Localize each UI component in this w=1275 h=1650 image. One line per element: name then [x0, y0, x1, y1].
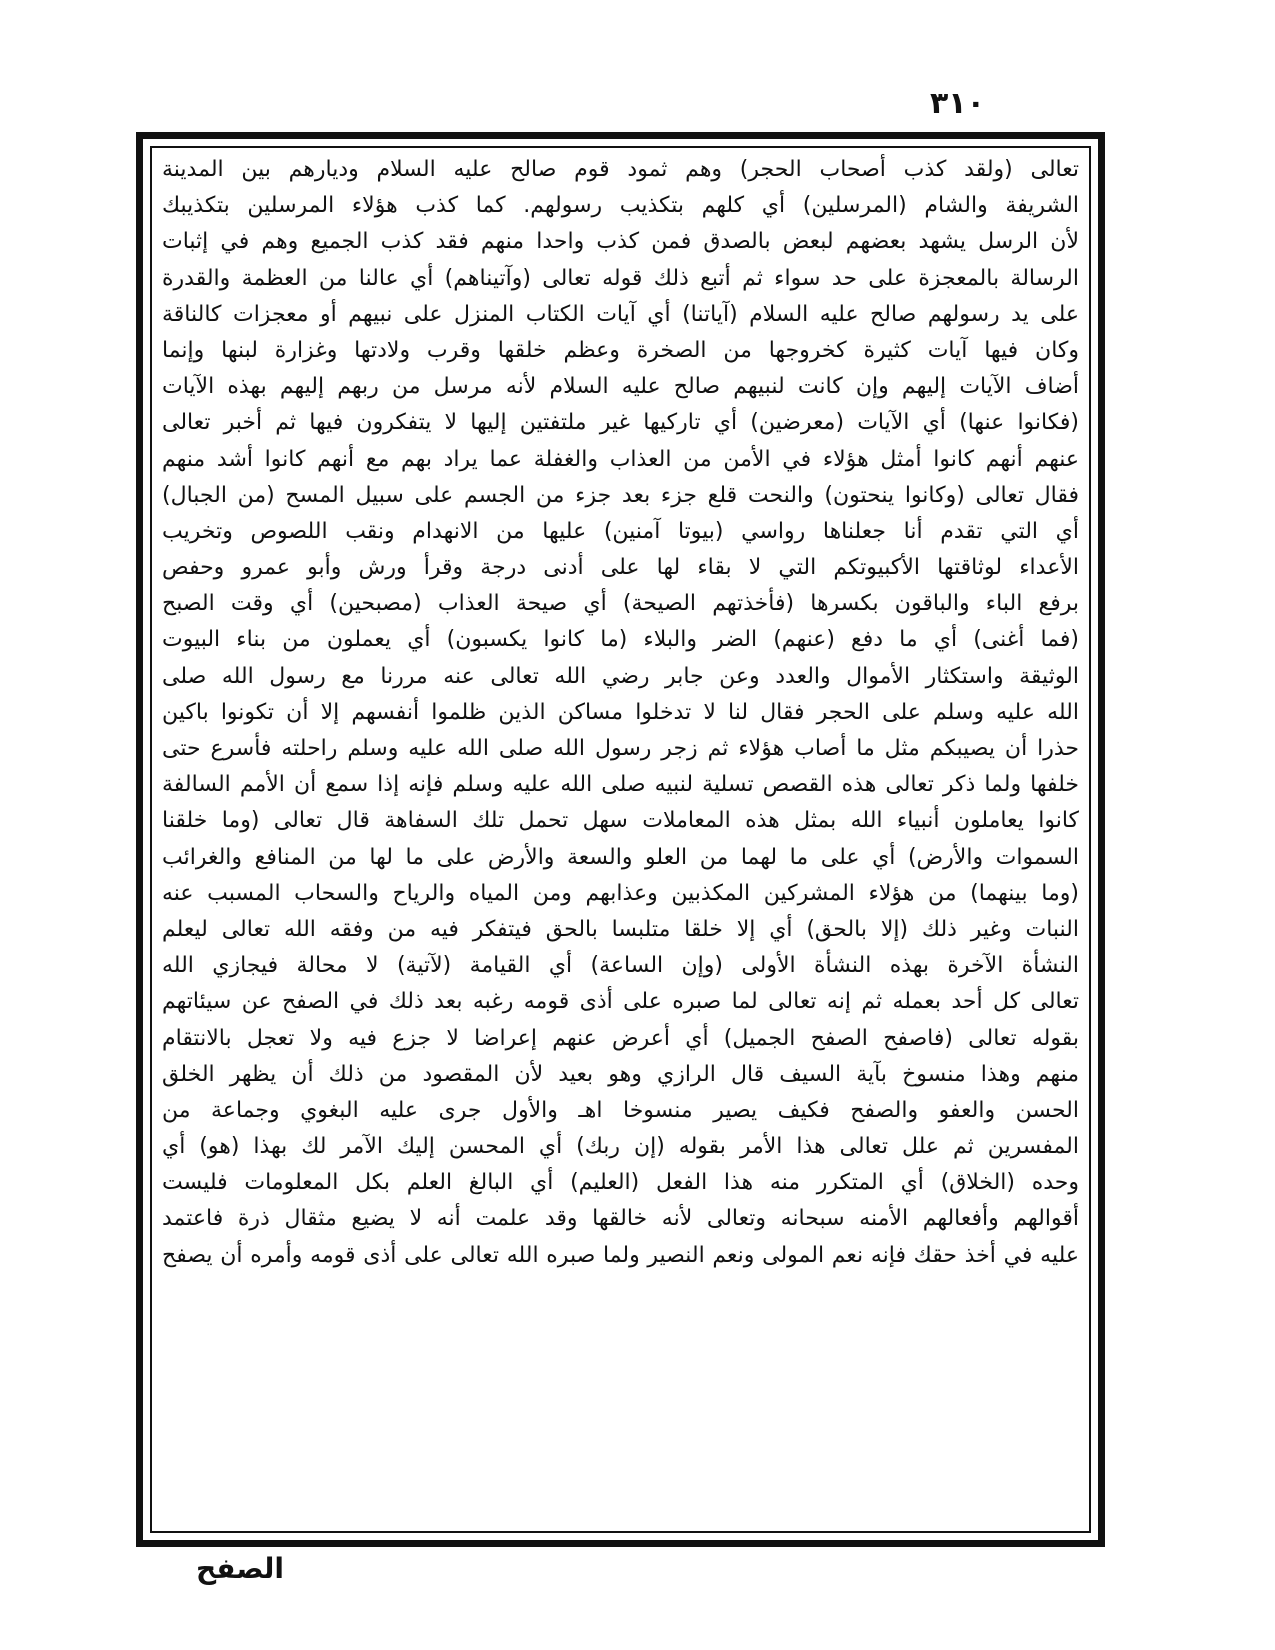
text-line: وحده (الخلاق) أي المتكرر منه هذا الفعل (العليم) أي البالغ العلم بكل المعلومات فليست — [162, 1170, 1079, 1196]
text-line: على يد رسولهم صالح عليه السلام (آياتنا) أي آيات الكتاب المنزل على نبيهم أو معجزات كالناقة — [162, 301, 1079, 327]
main-text-block — [162, 152, 1079, 1528]
text-line: الأعداء لوثاقتها الأكبيوتكم التي لا بقاء لها على أدنى درجة وقرأ ورش وأبو عمرو وحفص — [162, 555, 1079, 581]
text-line: الله عليه وسلم على الحجر فقال لنا لا تدخلوا مساكن الذين ظلموا أنفسهم إلا أن تكونوا باكين — [162, 699, 1079, 725]
text-line: (فكانوا عنها) أي الآيات (معرضين) أي تاركيها غير ملتفتين إليها لا يتفكرون فيها ثم أخبر تعالى — [162, 410, 1079, 436]
text-line: أي التي تقدم أنا جعلناها رواسي (بيوتا آمنين) عليها من الانهدام ونقب اللصوص وتخريب — [162, 518, 1079, 544]
text-line: فقال تعالى (وكانوا ينحتون) والنحت قلع جزء بعد جزء من الجسم على سبيل المسح (من الجبال) — [162, 482, 1079, 508]
text-line: حذرا أن يصيبكم مثل ما أصاب هؤلاء ثم زجر رسول الله صلى الله عليه وسلم راحلته فأسرع حتى — [162, 736, 1079, 761]
text-line: تعالى كل أحد بعمله ثم إنه تعالى لما صبره على أذى قومه رغبه بعد ذلك في الصفح عن سيئاتهم — [162, 989, 1079, 1015]
text-line: وكان فيها آيات كثيرة كخروجها من الصخرة وعظم خلقها وقرب ولادتها وغزارة لبنها وإنما — [162, 337, 1079, 363]
text-line: الشريفة والشام (المرسلين) أي كلهم بتكذيب رسولهم. كما كذب هؤلاء المرسلين بتكذيبك — [162, 193, 1079, 219]
text-line: الرسالة بالمعجزة على حد سواء ثم أتبع ذلك قوله تعالى (وآتيناهم) أي عالنا من العظمة والقدرة — [162, 265, 1079, 291]
text-line: خلفها ولما ذكر تعالى هذه القصص تسلية لنبيه صلى الله عليه وسلم فإنه إذا سمع أن الأمم السالفة — [162, 772, 1079, 798]
text-line: السموات والأرض) أي على ما لهما من العلو والسعة والأرض على ما لها من المنافع والغرائب — [162, 844, 1079, 870]
page-number: ٣١٠ — [930, 86, 985, 121]
text-line: برفع الباء والباقون بكسرها (فأخذتهم الصيحة) أي صيحة العذاب (مصبحين) أي وقت الصبح — [162, 591, 1079, 617]
text-line: المفسرين ثم علل تعالى هذا الأمر بقوله (إن ربك) أي المحسن إليك الآمر لك بهذا (هو) أي — [162, 1134, 1079, 1160]
text-line: عنهم أنهم كانوا أمثل هؤلاء في الأمن من العذاب والغفلة عما يراد بهم مع أنهم كانوا أشد منهم — [162, 446, 1079, 472]
text-line: الحسن والعفو والصفح فكيف يصير منسوخا اهـ والأول جرى عليه البغوي وجماعة من — [162, 1097, 1079, 1123]
text-line: الوثيقة واستكثار الأموال والعدد وعن جابر رضي الله تعالى عنه مررنا مع رسول الله صلى — [162, 663, 1079, 689]
text-line: لأن الرسل يشهد بعضهم لبعض بالصدق فمن كذب واحدا منهم فقد كذب الجميع وهم في إثبات — [162, 229, 1079, 255]
text-line: النشأة الآخرة بهذه النشأة الأولى (وإن الساعة) أي القيامة (لآتية) لا محالة فيجازي الله — [162, 953, 1079, 979]
text-line: أقوالهم وأفعالهم الأمنه سبحانه وتعالى لأنه خالقها وقد علمت أنه لا يضيع مثقال ذرة فاعتمد — [162, 1206, 1079, 1232]
text-line: كانوا يعاملون أنبياء الله بمثل هذه المعاملات سهل تحمل تلك السفاهة قال تعالى (وما خلقنا — [162, 808, 1079, 834]
text-line: تعالى (ولقد كذب أصحاب الحجر) وهم ثمود قوم صالح عليه السلام وديارهم بين المدينة — [162, 157, 1079, 182]
text-line: النبات وغير ذلك (إلا بالحق) أي إلا خلقا متلبسا بالحق فيتفكر فيه من وفقه الله تعالى ليعلم — [162, 916, 1079, 942]
text-line: منهم وهذا منسوخ بآية السيف قال الرازي وهو بعيد لأن المقصود من ذلك أن يظهر الخلق — [162, 1061, 1079, 1087]
text-line: (وما بينهما) من هؤلاء المشركين المكذبين وعذابهم ومن المياه والرياح والسحاب المسبب عنه — [162, 880, 1079, 906]
text-line: أضاف الآيات إليهم وإن كانت لنبيهم صالح عليه السلام لأنه مرسل من ربهم إليهم بهذه الآيات — [162, 374, 1079, 400]
text-line: (فما أغنى) أي ما دفع (عنهم) الضر والبلاء (ما كانوا يكسبون) أي يعملون من بناء البيوت — [162, 627, 1079, 653]
catchword: الصفح — [196, 1552, 285, 1585]
text-line — [162, 1274, 1079, 1310]
text-line: عليه في أخذ حقك فإنه نعم المولى ونعم النصير ولما صبره الله تعالى على أذى قومه وأمره أن يصفح — [162, 1242, 1079, 1268]
text-line: بقوله تعالى (فاصفح الصفح الجميل) أي أعرض عنهم إعراضا لا جزع فيه ولا تعجل بالانتقام — [162, 1025, 1079, 1051]
